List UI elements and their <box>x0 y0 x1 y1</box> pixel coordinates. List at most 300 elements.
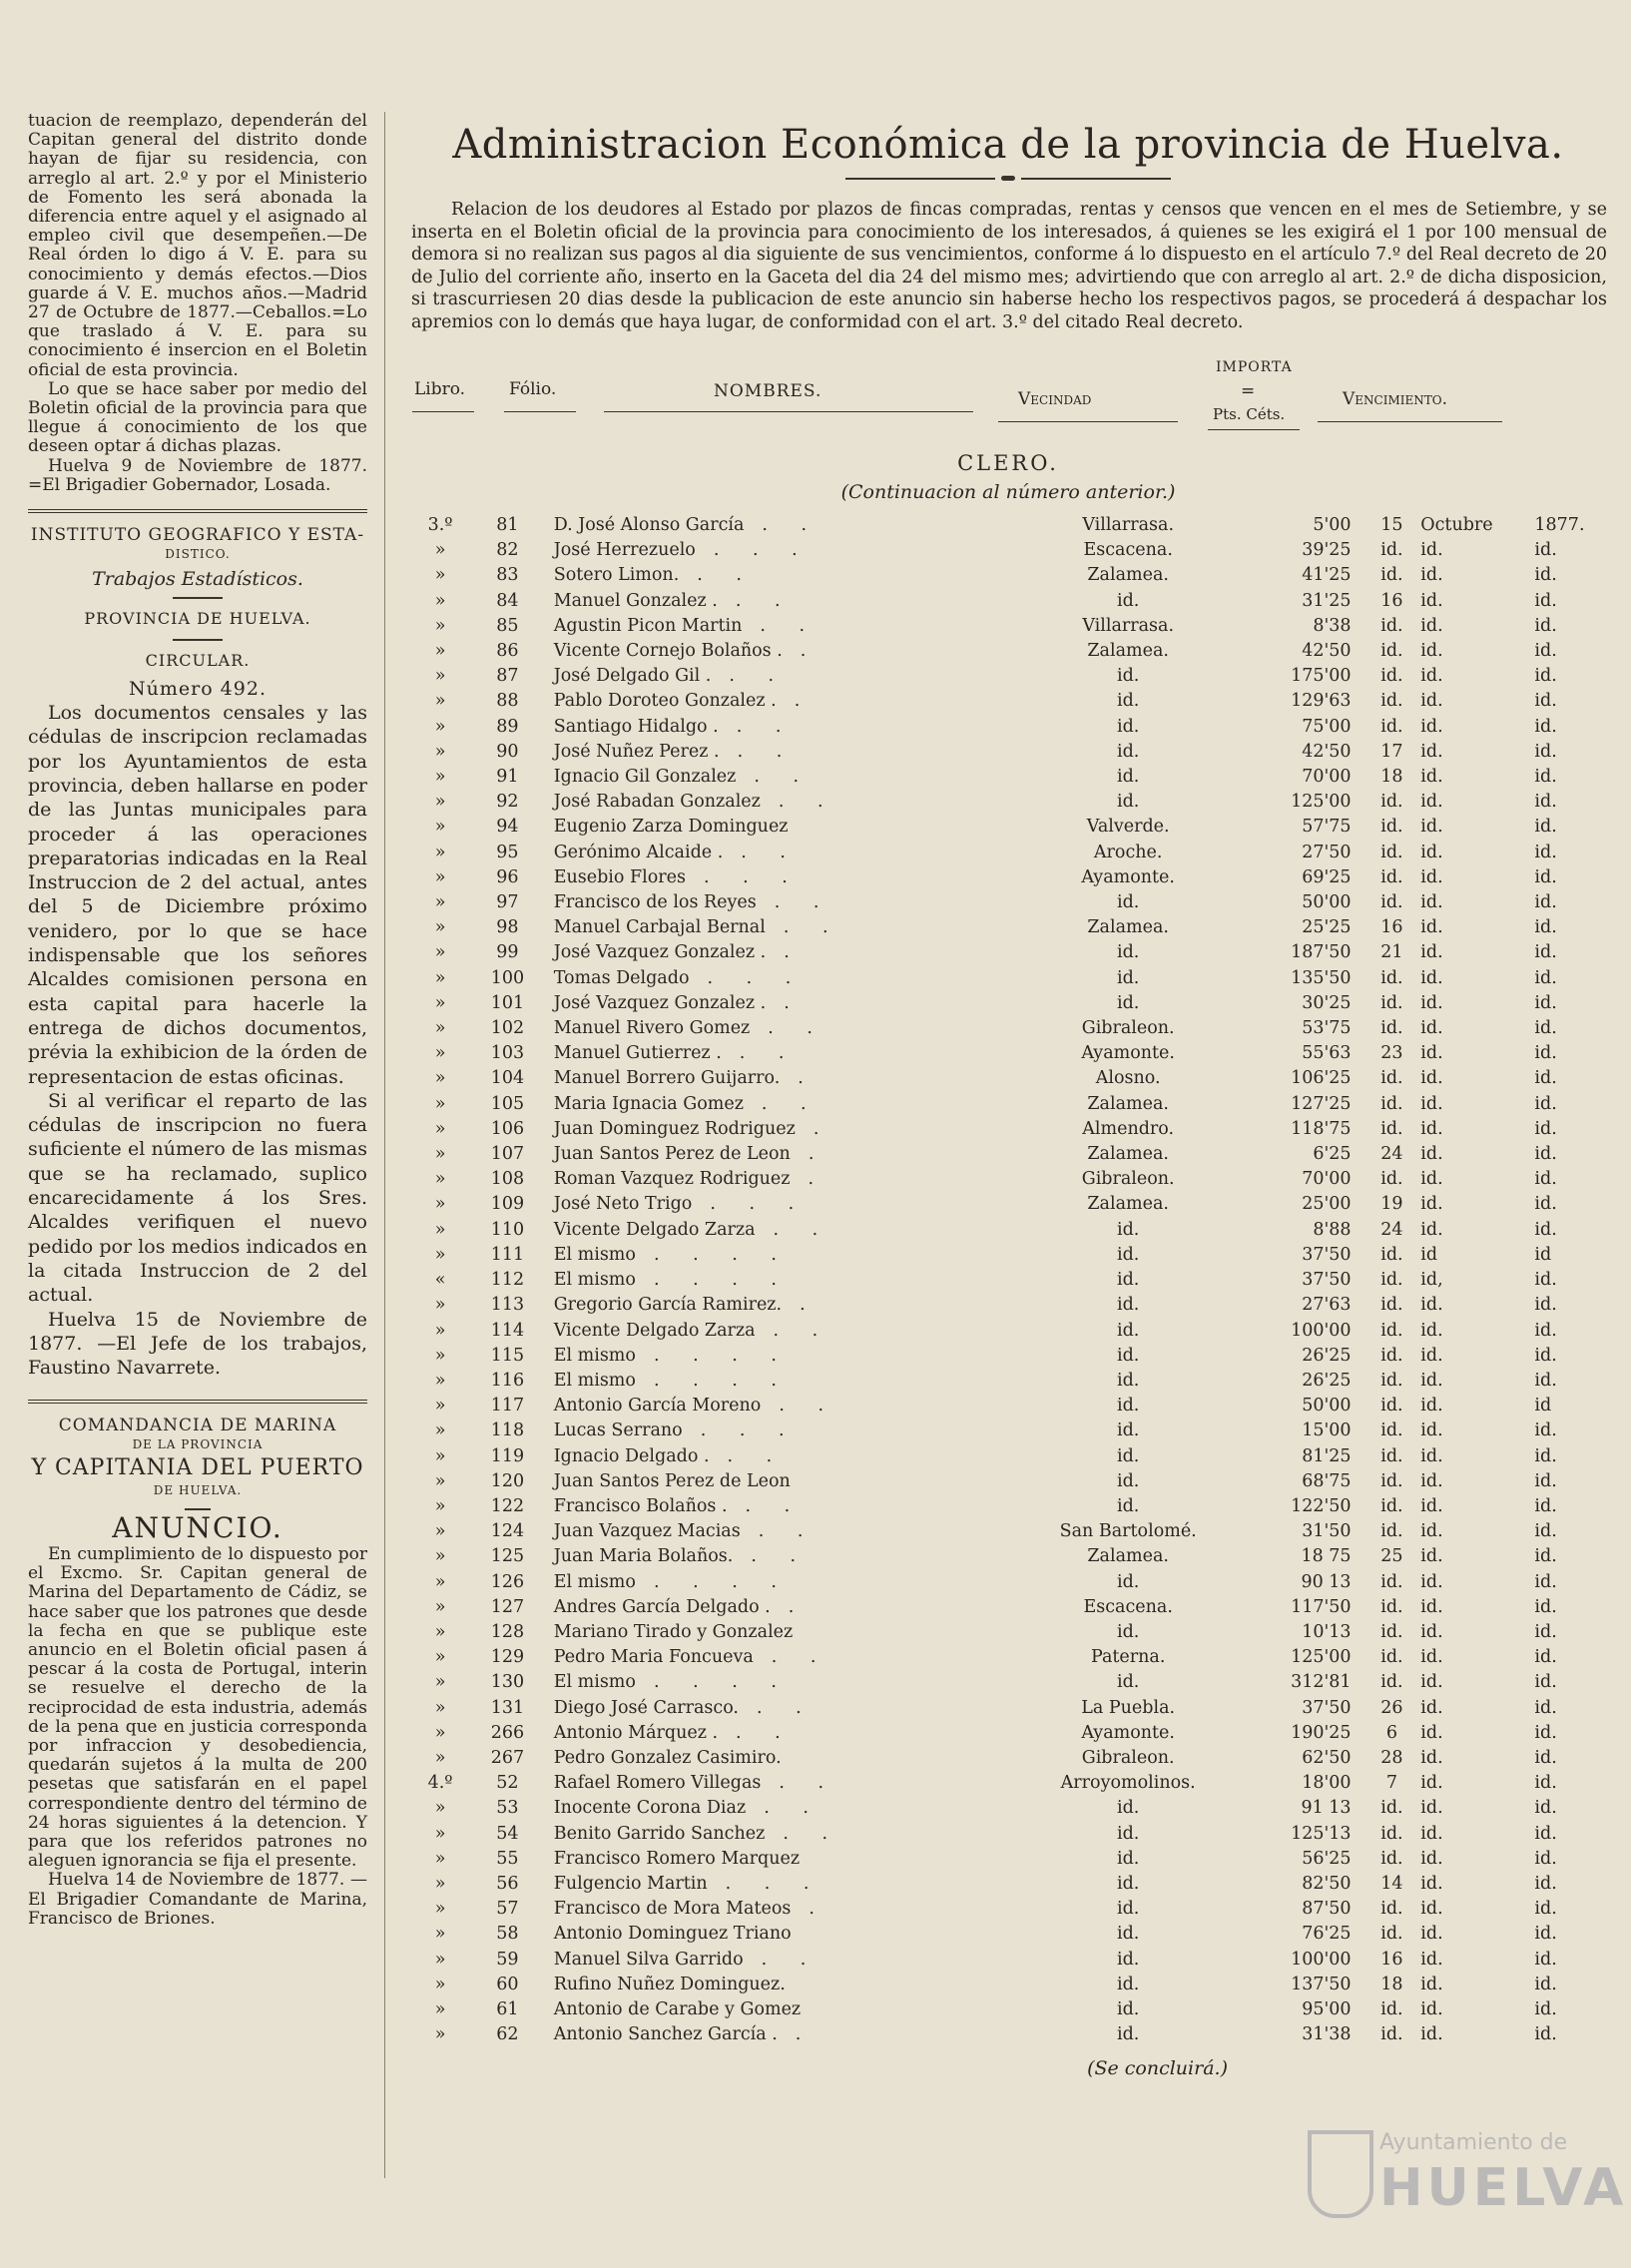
cell-dia: 25 <box>1380 1546 1403 1567</box>
cell-libro: » <box>434 2024 446 2045</box>
cell-libro: » <box>434 1672 446 1693</box>
table-row <box>409 1570 1607 1595</box>
debtor-name: Antonio Márquez . <box>553 1722 719 1743</box>
cell-mes: id. <box>1420 892 1443 913</box>
cell-vecindad: La Puebla. <box>1081 1697 1176 1718</box>
cell-libro: » <box>434 565 446 586</box>
cell-importa: 70'00 <box>1302 1169 1352 1190</box>
table-row <box>409 1444 1607 1469</box>
cell-folio: 267 <box>490 1747 525 1768</box>
cell-libro: » <box>434 992 446 1013</box>
cell-importa: 76'25 <box>1302 1924 1352 1945</box>
cell-vecindad: id. <box>1116 741 1140 762</box>
cell-nombre <box>544 915 1020 940</box>
debtor-name: Antonio Sanchez García . <box>553 2024 778 2045</box>
header-importa-unit: Pts. Céts. <box>1213 405 1286 423</box>
short-rule <box>185 1508 211 1510</box>
cell-folio: 98 <box>496 917 519 938</box>
cell-dia: id. <box>1380 1521 1403 1542</box>
cell-folio: 127 <box>490 1596 525 1617</box>
intro-paragraph: Relacion de los deudores al Estado por plazos de fincas compradas, rentas y censos que vencen en el mes de Setiembre, y se inserta en el Boletin oficial de la provincia para conocimiento de los interesados, á quienes se les exigirá el 1 por 100 mensual de demora si no realizan sus pagos al dia siguiente de sus vencimientos, conforme á lo dispuesto en el artículo 7.º del Real decreto de 20 de Julio del corriente año, inserto en la Gaceta del dia 24 del mismo mes; advirtiendo que con arreglo al art. 2.º de dicha disposicion, si trascurriesen 20 dias desde la publicacion de este anuncio sin haberse hecho los respectivos pagos, se procederá á despachar los apremios con lo demás que haya lugar, de conformidad con el art. 3.º del citado Real decreto. <box>411 200 1607 332</box>
cell-folio: 57 <box>496 1899 519 1920</box>
cell-libro: » <box>434 1722 446 1743</box>
cell-importa: 37'50 <box>1302 1270 1352 1291</box>
cell-mes: id. <box>1420 2024 1443 2045</box>
leader-dots: . . <box>745 1495 805 1516</box>
cell-dia: id. <box>1380 1445 1403 1466</box>
cell-folio: 108 <box>490 1169 525 1190</box>
cell-mes: id. <box>1420 1899 1443 1920</box>
cell-nombre <box>544 1721 1020 1746</box>
cell-importa: 68'75 <box>1302 1470 1352 1491</box>
cell-libro: » <box>434 1018 446 1039</box>
cell-nombre <box>544 1268 1020 1293</box>
debtors-table-body <box>409 513 1607 2047</box>
cell-dia: id. <box>1380 967 1403 988</box>
cell-folio: 96 <box>496 866 519 887</box>
cell-vecindad: Zalamea. <box>1087 1093 1169 1114</box>
leader-dots: . . <box>758 1521 817 1542</box>
cell-dia: id. <box>1380 1495 1403 1516</box>
cell-folio: 119 <box>490 1445 525 1466</box>
leader-dots: . <box>809 1899 828 1920</box>
leader-dots: . <box>800 1295 819 1316</box>
cell-vecindad: id. <box>1116 767 1140 788</box>
debtor-name: Juan Maria Bolaños. <box>553 1546 734 1567</box>
cell-vecindad: Alosno. <box>1095 1068 1161 1089</box>
table-row <box>409 2022 1607 2047</box>
cell-mes: id. <box>1420 1169 1443 1190</box>
cell-vecindad: Zalamea. <box>1087 917 1169 938</box>
table-row <box>409 1595 1607 1620</box>
cell-importa: 57'75 <box>1302 817 1352 838</box>
debtor-name: El mismo <box>553 1370 636 1391</box>
cell-dia: id. <box>1380 1899 1403 1920</box>
leader-dots: . . . . <box>653 1345 791 1366</box>
cell-dia: 16 <box>1380 1949 1403 1970</box>
cell-ano: id. <box>1534 1773 1557 1794</box>
header-folio: Fólio. <box>509 379 557 399</box>
cell-nombre <box>544 1293 1020 1318</box>
cell-dia: id. <box>1380 992 1403 1013</box>
debtor-name: Gerónimo Alcaide . <box>553 842 724 862</box>
cell-folio: 95 <box>496 842 519 862</box>
cell-importa: 69'25 <box>1302 866 1352 887</box>
cell-dia: id. <box>1380 1596 1403 1617</box>
leader-dots: . . <box>779 1396 838 1417</box>
cell-importa: 87'50 <box>1302 1899 1352 1920</box>
debtor-name: El mismo <box>553 1345 636 1366</box>
cell-folio: 53 <box>496 1798 519 1819</box>
table-row <box>409 1016 1607 1041</box>
leader-dots: . . <box>773 1320 832 1341</box>
cell-libro: » <box>434 1093 446 1114</box>
cell-ano: id. <box>1534 1169 1557 1190</box>
cell-nombre <box>544 1570 1020 1595</box>
cell-dia: 14 <box>1380 1873 1403 1894</box>
cell-mes: id. <box>1420 1043 1443 1064</box>
cell-ano: id. <box>1534 842 1557 862</box>
concluira-note: (Se concluirá.) <box>1087 2057 1228 2080</box>
debtor-name: Antonio de Carabe y Gomez <box>553 1998 802 2019</box>
cell-folio: 82 <box>496 540 519 561</box>
cell-dia: id. <box>1380 1244 1403 1265</box>
cell-mes: id. <box>1420 1320 1443 1341</box>
table-row <box>409 1544 1607 1569</box>
cell-dia: id. <box>1380 1621 1403 1642</box>
cell-folio: 62 <box>496 2024 519 2045</box>
leader-dots: . . <box>764 1798 822 1819</box>
cell-folio: 60 <box>496 1974 519 1994</box>
cell-vecindad: id. <box>1116 590 1140 611</box>
cell-vecindad: id. <box>1116 691 1140 712</box>
cell-vecindad: Gibraleon. <box>1081 1747 1175 1768</box>
cell-vecindad: id. <box>1116 1672 1140 1693</box>
cell-importa: 100'00 <box>1291 1320 1352 1341</box>
leader-dots: . . . <box>703 866 802 887</box>
cell-dia: id. <box>1380 666 1403 687</box>
cell-libro: » <box>434 942 446 963</box>
cell-vecindad: id. <box>1116 1949 1140 1970</box>
debtor-name: Mariano Tirado y Gonzalez <box>553 1621 794 1642</box>
cell-folio: 58 <box>496 1924 519 1945</box>
cell-nombre <box>544 1041 1020 1066</box>
cell-libro: » <box>434 1974 446 1994</box>
table-row <box>409 639 1607 664</box>
cell-ano: id. <box>1534 817 1557 838</box>
cell-libro: » <box>434 666 446 687</box>
cell-nombre <box>544 1142 1020 1167</box>
cell-importa: 25'25 <box>1302 917 1352 938</box>
cell-folio: 87 <box>496 666 519 687</box>
debtor-name: José Rabadan Gonzalez <box>553 792 761 813</box>
cell-ano: id. <box>1534 590 1557 611</box>
archive-watermark <box>1308 2126 1628 2226</box>
cell-mes: id. <box>1420 1571 1443 1592</box>
debtor-name: Pablo Doroteo Gonzalez . <box>553 691 777 712</box>
cell-libro: » <box>434 1571 446 1592</box>
cell-dia: id. <box>1380 817 1403 838</box>
cell-dia: id. <box>1380 866 1403 887</box>
watermark-line2: HUELVA <box>1379 2158 1628 2218</box>
cell-importa: 62'50 <box>1302 1747 1352 1768</box>
cell-nombre <box>544 1948 1020 1973</box>
debtor-name: Agustin Picon Martin <box>553 615 743 636</box>
cell-importa: 127'25 <box>1291 1093 1352 1114</box>
cell-nombre <box>544 1595 1020 1620</box>
leader-dots: . <box>808 1144 828 1165</box>
cell-nombre <box>544 639 1020 664</box>
cell-nombre <box>544 815 1020 840</box>
cell-folio: 109 <box>490 1194 525 1215</box>
cell-importa: 42'50 <box>1302 741 1352 762</box>
cell-mes: id. <box>1420 1773 1443 1794</box>
debtor-name: Ignacio Delgado . <box>553 1445 710 1466</box>
table-row <box>409 664 1607 689</box>
header-rule <box>412 411 474 412</box>
cell-importa: 31'50 <box>1302 1521 1352 1542</box>
leader-dots: . . <box>762 515 821 535</box>
cell-mes: id. <box>1420 1370 1443 1391</box>
cell-dia: id. <box>1380 565 1403 586</box>
cell-ano: 1877. <box>1534 515 1585 535</box>
leader-dots: . . <box>727 1445 787 1466</box>
debtor-name: Rufino Nuñez Dominguez. <box>553 1974 786 1994</box>
cell-dia: 16 <box>1380 917 1403 938</box>
instituto-heading: INSTITUTO GEOGRAFICO Y ESTA- <box>30 525 365 546</box>
cell-importa: 30'25 <box>1302 992 1352 1013</box>
cell-importa: 125'00 <box>1291 1647 1352 1668</box>
cell-vecindad: Arroyomolinos. <box>1060 1773 1196 1794</box>
cell-nombre <box>544 1544 1020 1569</box>
leader-dots: . . . <box>725 1873 823 1894</box>
leader-dots: . . . . <box>653 1270 791 1291</box>
cell-vecindad: Aroche. <box>1093 842 1163 862</box>
debtor-name: Santiago Hidalgo . <box>553 716 719 737</box>
cell-dia: id. <box>1380 1295 1403 1316</box>
cell-vecindad: id. <box>1116 1798 1140 1819</box>
cell-nombre <box>544 1444 1020 1469</box>
cell-libro: » <box>434 590 446 611</box>
cell-ano: id. <box>1534 1596 1557 1617</box>
leader-dots: . . <box>739 1043 799 1064</box>
leader-dots: . . <box>783 1823 842 1844</box>
cell-dia: id. <box>1380 1169 1403 1190</box>
cell-importa: 50'00 <box>1302 892 1352 913</box>
cell-vecindad: id. <box>1116 1445 1140 1466</box>
debtor-name: Tomas Delgado <box>553 967 690 988</box>
table-row <box>409 1268 1607 1293</box>
cell-nombre <box>544 513 1020 538</box>
debtor-name: Inocente Corona Diaz <box>553 1798 747 1819</box>
cell-folio: 55 <box>496 1848 519 1869</box>
cell-importa: 175'00 <box>1291 666 1352 687</box>
cell-nombre <box>544 2022 1020 2047</box>
cell-dia: 24 <box>1380 1219 1403 1240</box>
debtor-name: Francisco Romero Marquez <box>553 1848 801 1869</box>
leader-dots: . . <box>737 741 797 762</box>
cell-nombre <box>544 563 1020 588</box>
cell-libro: » <box>434 1169 446 1190</box>
debtor-name: José Delgado Gil . <box>553 666 712 687</box>
table-row <box>409 1822 1607 1847</box>
debtor-name: Juan Dominguez Rodriguez <box>553 1118 796 1139</box>
cell-folio: 100 <box>490 967 525 988</box>
cell-importa: 26'25 <box>1302 1345 1352 1366</box>
debtor-name: Vicente Delgado Zarza <box>553 1219 756 1240</box>
cell-dia: 17 <box>1380 741 1403 762</box>
leader-dots: . . <box>761 1093 820 1114</box>
title-ornament <box>409 176 1607 181</box>
leader-dots: . . . . <box>653 1672 791 1693</box>
leader-dots: . . <box>736 1722 795 1743</box>
cell-dia: id. <box>1380 1823 1403 1844</box>
debtor-name: José Vazquez Gonzalez . <box>553 942 767 963</box>
column-headers <box>409 359 1607 451</box>
cell-libro: » <box>434 1118 446 1139</box>
cell-importa: 90 13 <box>1301 1571 1352 1592</box>
cell-mes: id. <box>1420 1144 1443 1165</box>
cell-vecindad: Ayamonte. <box>1081 1043 1175 1064</box>
cell-libro: » <box>434 1295 446 1316</box>
cell-mes: id. <box>1420 1093 1443 1114</box>
cell-vecindad: Zalamea. <box>1087 565 1169 586</box>
cell-dia: id. <box>1380 615 1403 636</box>
cell-importa: 8'88 <box>1313 1219 1352 1240</box>
cell-ano: id. <box>1534 1747 1557 1768</box>
cell-ano: id. <box>1534 1470 1557 1491</box>
table-row <box>409 1645 1607 1670</box>
cell-nombre <box>544 1117 1020 1142</box>
cell-libro: » <box>434 967 446 988</box>
cell-ano: id. <box>1534 1345 1557 1366</box>
cell-dia: 18 <box>1380 767 1403 788</box>
cell-nombre <box>544 1670 1020 1695</box>
leader-dots: . . <box>773 1219 832 1240</box>
top-signature: Huelva 9 de Noviembre de 1877. =El Brigadier Gobernador, Losada. <box>28 455 367 495</box>
debtor-name: Sotero Limon. <box>553 565 680 586</box>
cell-importa: 312'81 <box>1291 1672 1352 1693</box>
leader-dots: . . <box>778 792 837 813</box>
table-row <box>409 1771 1607 1796</box>
table-row <box>409 1092 1607 1117</box>
cell-dia: id. <box>1380 1420 1403 1441</box>
cell-libro: » <box>434 1445 446 1466</box>
leader-dots: . . . . <box>653 1370 791 1391</box>
cell-nombre <box>544 1922 1020 1947</box>
cell-dia: id. <box>1380 1345 1403 1366</box>
cell-mes: id. <box>1420 992 1443 1013</box>
cell-vecindad: Valverde. <box>1086 817 1170 838</box>
cell-libro: » <box>434 1219 446 1240</box>
cell-mes: id. <box>1420 1068 1443 1089</box>
cell-importa: 10'13 <box>1302 1621 1352 1642</box>
header-vencimiento: Vencimiento. <box>1343 389 1447 409</box>
cell-libro: » <box>434 917 446 938</box>
cell-vecindad: Zalamea. <box>1087 1144 1169 1165</box>
cell-mes: id. <box>1420 942 1443 963</box>
cell-nombre <box>544 1620 1020 1645</box>
cell-nombre <box>544 1847 1020 1872</box>
header-nombres: NOMBRES. <box>714 381 822 401</box>
header-rule <box>604 411 973 412</box>
leader-dots: . . <box>783 917 842 938</box>
top-paragraph: tuacion de reemplazo, dependerán del Capitan general del distrito donde hayan de fijar su residencia, con arreglo al art. 2.º y por el Ministerio de Fomento les será abonada la diferencia entre aquel y el asignado al empleo civil que desempeñen.—De Real órden lo digo á V. E. para su conocimiento y demás efectos.—Dios guarde á V. E. muchos años.—Madrid 27 de Octubre de 1877.—Ceballos.=Lo que traslado á V. E. para su conocimiento é insercion en el Boletin oficial de esta provincia. <box>28 111 367 380</box>
table-row <box>409 1997 1607 2022</box>
cell-dia: 7 <box>1385 1773 1397 1794</box>
cell-dia: id. <box>1380 1270 1403 1291</box>
cell-folio: 97 <box>496 892 519 913</box>
cell-ano: id. <box>1534 792 1557 813</box>
cell-libro: » <box>434 1621 446 1642</box>
cell-nombre <box>544 1997 1020 2022</box>
cell-folio: 112 <box>490 1270 525 1291</box>
table-row <box>409 614 1607 639</box>
cell-vecindad: id. <box>1116 1345 1140 1366</box>
cell-nombre <box>544 1344 1020 1369</box>
debtor-name: Juan Santos Perez de Leon <box>553 1144 791 1165</box>
cell-libro: » <box>434 716 446 737</box>
table-row <box>409 1746 1607 1771</box>
cell-dia: id. <box>1380 1320 1403 1341</box>
cell-importa: 8'38 <box>1313 615 1352 636</box>
debtor-name: José Nuñez Perez . <box>553 741 720 762</box>
cell-dia: id. <box>1380 1068 1403 1089</box>
cell-importa: 82'50 <box>1302 1873 1352 1894</box>
cell-nombre <box>544 689 1020 714</box>
debtor-name: Eugenio Zarza Dominguez <box>553 817 789 838</box>
cell-nombre <box>544 1494 1020 1519</box>
cell-importa: 122'50 <box>1291 1495 1352 1516</box>
table-row <box>409 563 1607 588</box>
table-row <box>409 1696 1607 1721</box>
cell-ano: id. <box>1534 666 1557 687</box>
cell-nombre <box>544 890 1020 915</box>
leader-dots: . . <box>779 1773 838 1794</box>
table-row <box>409 1494 1607 1519</box>
debtor-name: Francisco Bolaños . <box>553 1495 728 1516</box>
cell-libro: » <box>434 767 446 788</box>
cell-mes: id. <box>1420 1470 1443 1491</box>
cell-libro: » <box>434 817 446 838</box>
cell-folio: 120 <box>490 1470 525 1491</box>
cell-mes: id. <box>1420 1848 1443 1869</box>
table-row <box>409 841 1607 865</box>
cell-vecindad: id. <box>1116 967 1140 988</box>
circular-signature: Huelva 15 de Noviembre de 1877. —El Jefe de los trabajos, Faustino Navarrete. <box>28 1308 367 1380</box>
cell-importa: 125'00 <box>1291 792 1352 813</box>
cell-nombre <box>544 614 1020 639</box>
cell-nombre <box>544 841 1020 865</box>
cell-libro: » <box>434 1345 446 1366</box>
cell-vecindad: id. <box>1116 892 1140 913</box>
cell-nombre <box>544 1771 1020 1796</box>
cell-libro: » <box>434 1823 446 1844</box>
cell-dia: 23 <box>1380 1043 1403 1064</box>
continuation-note: (Continuacion al número anterior.) <box>840 481 1176 503</box>
cell-vecindad: id. <box>1116 1270 1140 1291</box>
cell-nombre <box>544 1218 1020 1243</box>
cell-vecindad: id. <box>1116 1873 1140 1894</box>
cell-ano: id. <box>1534 1018 1557 1039</box>
cell-importa: 31'38 <box>1302 2024 1352 2045</box>
debtor-name: Manuel Gutierrez . <box>553 1043 722 1064</box>
table-row <box>409 1218 1607 1243</box>
cell-dia: id. <box>1380 1396 1403 1417</box>
debtor-name: Fulgencio Martin <box>553 1873 708 1894</box>
cell-ano: id. <box>1534 892 1557 913</box>
leader-dots: . <box>794 691 815 712</box>
cell-vecindad: Zalamea. <box>1087 1194 1169 1215</box>
cell-vecindad: Zalamea. <box>1087 641 1169 662</box>
provincia-heading: PROVINCIA DE HUELVA. <box>84 609 311 629</box>
cell-ano: id. <box>1534 1546 1557 1567</box>
anuncio-signature: Huelva 14 de Noviembre de 1877. —El Brigadier Comandante de Marina, Francisco de Briones. <box>28 1870 367 1929</box>
table-row <box>409 1519 1607 1544</box>
cell-importa: 53'75 <box>1302 1018 1352 1039</box>
cell-libro: « <box>434 1270 446 1291</box>
cell-nombre <box>544 1822 1020 1847</box>
debtor-name: Manuel Rivero Gomez <box>553 1018 751 1039</box>
cell-nombre <box>544 1369 1020 1394</box>
cell-nombre <box>544 1645 1020 1670</box>
cell-nombre <box>544 1796 1020 1821</box>
cell-vecindad: id. <box>1116 1420 1140 1441</box>
debtor-name: Roman Vazquez Rodriguez <box>553 1169 791 1190</box>
cell-importa: 135'50 <box>1291 967 1352 988</box>
cell-ano: id. <box>1534 1320 1557 1341</box>
cell-ano: id. <box>1534 1370 1557 1391</box>
